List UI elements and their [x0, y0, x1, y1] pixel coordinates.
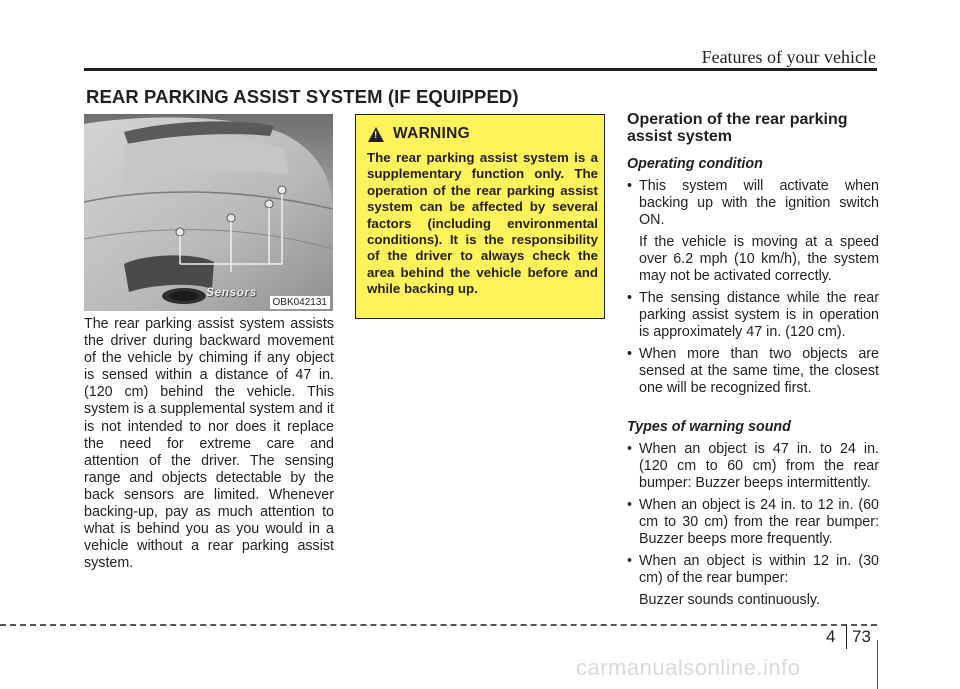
bullet: • [627, 497, 633, 513]
list-item-text: When an object is 24 in. to 12 in. (60 cm to 30 cm) from the rear bumper: Buzzer beeps more frequently. [639, 497, 879, 547]
list-item [627, 346, 879, 397]
section-title: Features of your vehicle [701, 47, 876, 67]
bullet: • [627, 553, 633, 569]
warning-header [368, 125, 470, 143]
car-rear-illustration [84, 114, 333, 311]
intro-paragraph: The rear parking assist system assists the driver during backward movement of the vehicle by chiming if any object is sensed within a distance of 47 in. (120 cm) behind the vehicle. This system is a supplemental system and it is not intended to nor does it replace the need for extreme care and attention of the driver. The sensing range and objects detectable by the back sensors are limited. Whenever backing-up, pay as much attention to what is behind you as you would in a vehicle without a rear parking assist system. [84, 316, 334, 572]
warning-sound-title: Types of warning sound [627, 419, 791, 435]
rear-bumper-figure [84, 114, 333, 311]
operating-condition-title: Operating condition [627, 156, 763, 172]
page-number-value: 73 [852, 627, 871, 646]
list-item [627, 553, 879, 609]
figure-code: OBK042131 [270, 296, 331, 309]
list-item-text: When more than two objects are sensed at the same time, the closest one will be recognized first. [639, 346, 879, 396]
bullet: • [627, 290, 633, 306]
list-item [627, 497, 879, 548]
list-item-text: When an object is within 12 in. (30 cm) of the rear bumper: [639, 553, 879, 586]
footer-margin-line [877, 640, 878, 689]
warning-sound-list [627, 441, 879, 609]
warning-title: WARNING [393, 125, 471, 142]
operation-section [627, 111, 879, 614]
watermark: carmanualsonline.info [576, 655, 801, 680]
list-item [627, 441, 879, 492]
warning-triangle-icon [368, 127, 384, 142]
header-rule [84, 68, 877, 71]
bullet: • [627, 441, 633, 457]
list-item-text: When an object is 47 in. to 24 in. (120 cm to 60 cm) from the rear bumper: Buzzer beeps intermittently. [639, 441, 879, 491]
list-item [627, 178, 879, 285]
figure-label: Sensors [206, 285, 257, 299]
page-number-divider [846, 625, 847, 649]
list-item-note: Buzzer sounds continuously. [639, 592, 820, 608]
chapter-number: 4 [826, 627, 836, 646]
list-item [627, 290, 879, 341]
bullet: • [627, 178, 633, 194]
list-item-text: This system will activate when backing up with the ignition switch ON. [639, 178, 879, 228]
warning-box [355, 114, 605, 319]
list-item-note: If the vehicle is moving at a speed over 6.2 mph (10 km/h), the system may not be activated correctly. [639, 234, 879, 284]
warning-text: The rear parking assist system is a supplementary function only. The operation of the rear parking assist system can be affected by several factors (including environmental conditions). It is the responsibility of the driver to always check the area behind the vehicle before and while backing up. [367, 150, 598, 297]
bullet: • [627, 346, 633, 362]
page-title: REAR PARKING ASSIST SYSTEM (IF EQUIPPED) [86, 86, 519, 107]
operating-condition-list [627, 178, 879, 397]
footer-rule [0, 624, 877, 626]
operation-heading: Operation of the rear parking assist system [627, 111, 848, 145]
list-item-text: The sensing distance while the rear parking assist system is in operation is approximately 47 in. (120 cm). [639, 290, 879, 340]
